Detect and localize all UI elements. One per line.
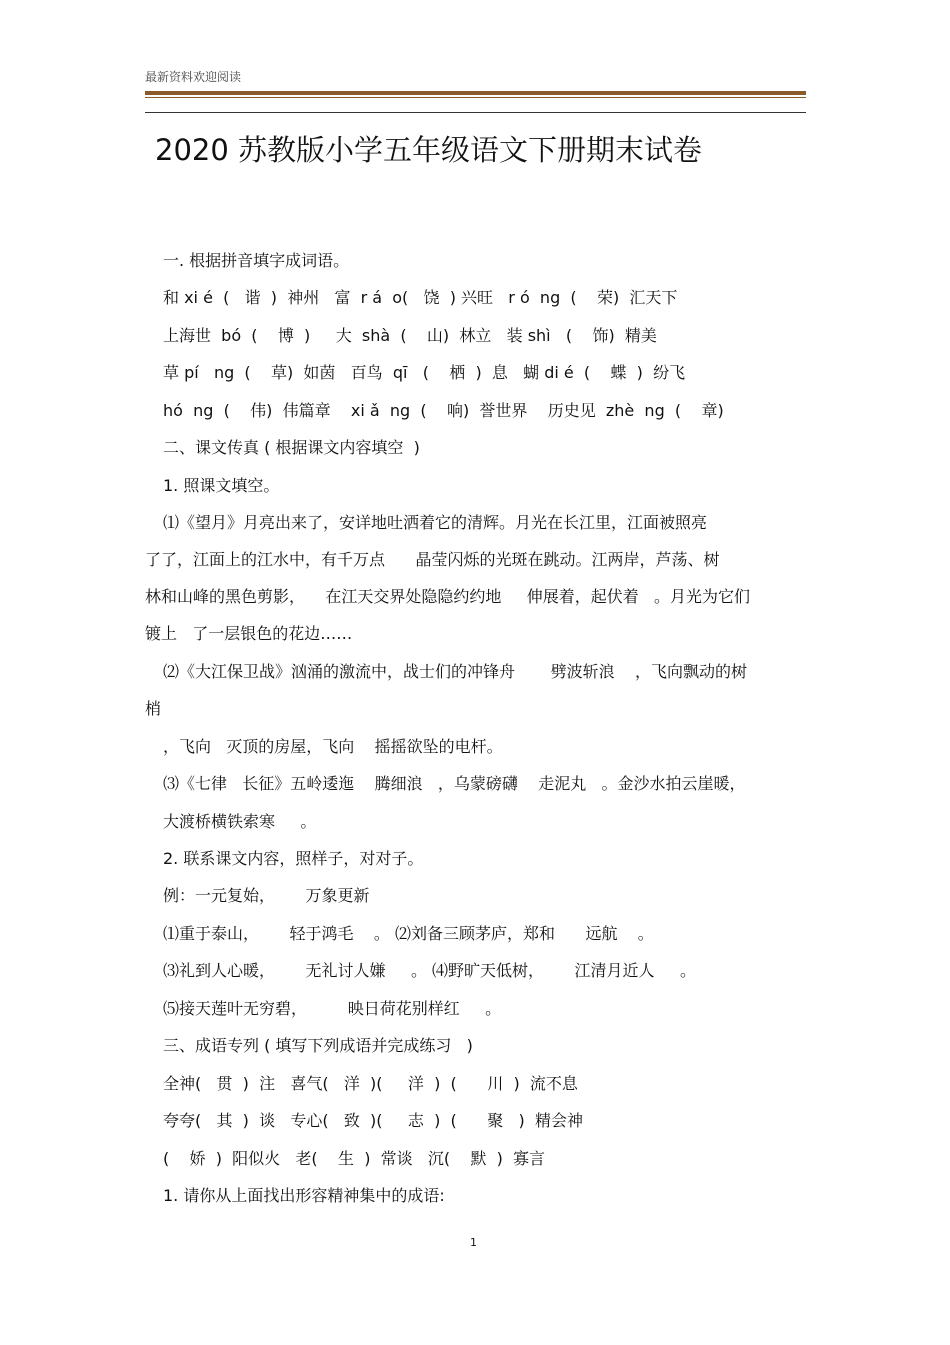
text-line: 例：一元复始， 万象更新 — [163, 886, 370, 905]
text-line: 三、成语专列 ( 填写下列成语并完成练习 ) — [163, 1036, 473, 1055]
text-line: 镀上 了一层银色的花边…… — [145, 624, 353, 643]
text-line: 了了，江面上的江水中，有千万点 晶莹闪烁的光斑在跳动。江两岸，芦荡、树 — [145, 550, 720, 569]
text-line: 1. 请你从上面找出形容精神集中的成语: — [163, 1186, 445, 1205]
text-line: ( 娇 ) 阳似火 老( 生 ) 常谈 沉( 默 ) 寡言 — [163, 1149, 546, 1168]
text-line: ⑸接天莲叶无穷碧， 映日荷花别样红 。 — [163, 999, 502, 1018]
text-line: ⑵《大江保卫战》汹涌的激流中，战士们的冲锋舟 劈波斩浪 ，飞向飘动的树 — [163, 662, 747, 681]
text-line: 和 xi é ( 谐 ) 神州 富 r á o( 饶 ) 兴旺 r ó ng ( 荣) 汇天下 — [163, 288, 678, 307]
page-number: 1 — [470, 1236, 477, 1249]
text-line: ⑶《七律 长征》五岭逶迤 腾细浪 ，乌蒙磅礴 走泥丸 。金沙水拍云崖暖， — [163, 774, 746, 793]
text-line: ⑴重于泰山， 轻于鸿毛 。 ⑵刘备三顾茅庐，郑和 远航 。 — [163, 924, 654, 943]
text-line: 2. 联系课文内容，照样子，对对子。 — [163, 849, 424, 868]
text-line: 二、课文传真 ( 根据课文内容填空 ) — [163, 438, 420, 457]
text-line: 上海世 bó ( 博 ) 大 shà ( 山) 林立 装 shì ( 饰) 精美 — [163, 326, 657, 345]
text-line: 一. 根据拼音填字成词语。 — [163, 251, 350, 270]
header-rule-thin — [145, 97, 806, 98]
text-line: 梢 — [145, 699, 162, 718]
text-line: 大渡桥横铁索寒 。 — [163, 812, 317, 831]
text-line: hó ng ( 伟) 伟篇章 xi ǎ ng ( 响) 誉世界 历史见 zhè ng ( 章) — [163, 401, 724, 420]
text-line: ，飞向 灭顶的房屋，飞向 摇摇欲坠的电杆。 — [163, 737, 503, 756]
text-line: 草 pí ng ( 草) 如茵 百鸟 qī ( 栖 ) 息 蝴 di é ( 蝶 ) 纷飞 — [163, 363, 686, 382]
text-line: 全神( 贯 ) 注 喜气( 洋 )( 洋 ) ( 川 ) 流不息 — [163, 1074, 578, 1093]
text-line: ⑴《望月》月亮出来了，安详地吐洒着它的清辉。月光在长江里，江面被照亮 — [163, 513, 708, 532]
document-title: 2020 苏教版小学五年级语文下册期末试卷 — [155, 133, 703, 167]
header-rule-bottom — [145, 112, 806, 113]
text-line: ⑶礼到人心暖， 无礼讨人嫌 。 ⑷野旷天低树， 江清月近人 。 — [163, 961, 696, 980]
text-line: 林和山峰的黑色剪影， 在江天交界处隐隐约约地 伸展着，起伏着 。月光为它们 — [145, 587, 751, 606]
text-line: 1. 照课文填空。 — [163, 476, 280, 495]
text-line: 夸夸( 其 ) 谈 专心( 致 )( 志 ) ( 聚 ) 精会神 — [163, 1111, 583, 1130]
header-rule-thick — [145, 91, 806, 95]
header-text: 最新资料欢迎阅读 — [145, 70, 242, 84]
